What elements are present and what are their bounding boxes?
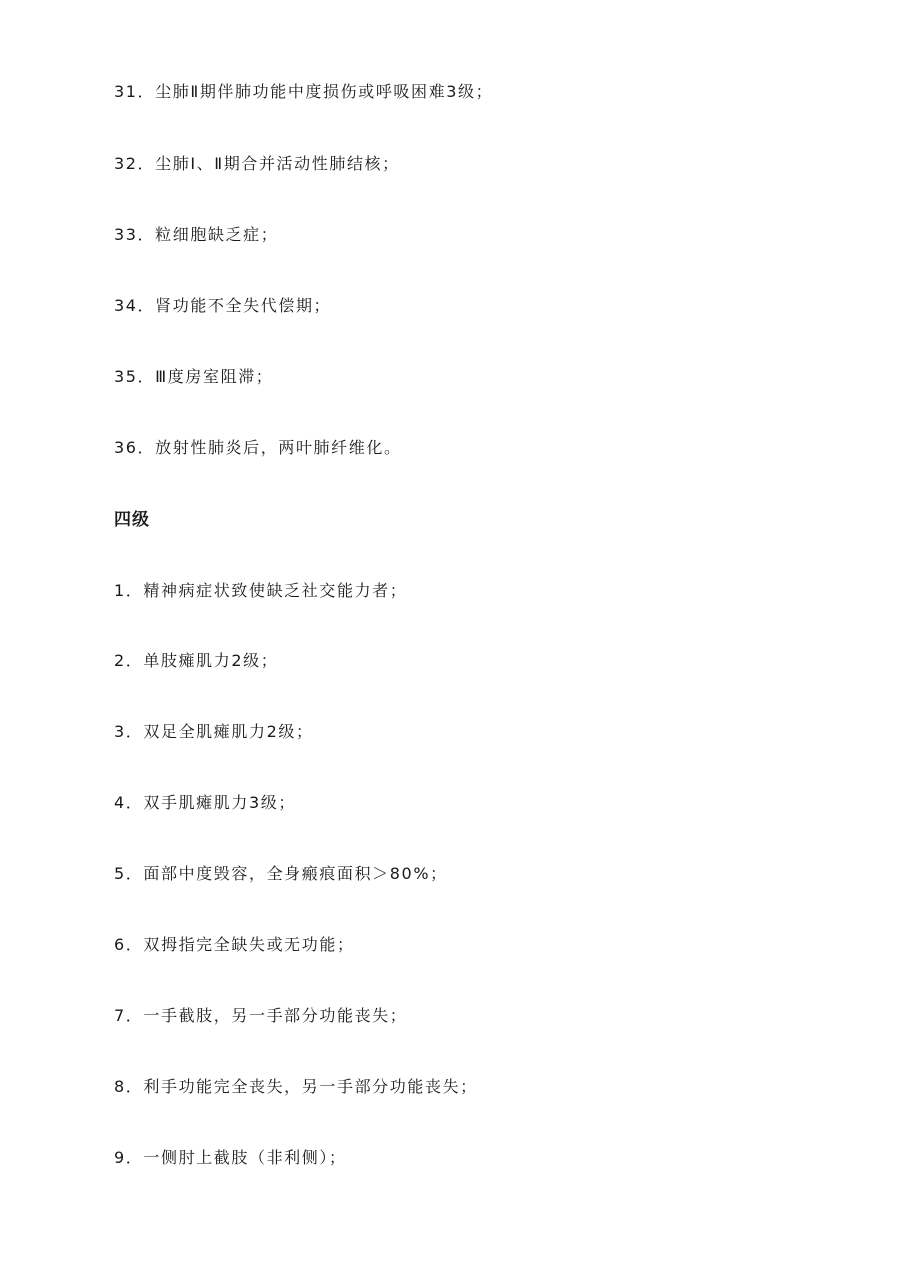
list-item-6: 6．双拇指完全缺失或无功能； [114, 935, 355, 954]
list-item-2: 2．单肢瘫肌力2级； [114, 651, 279, 670]
list-item-1: 1．精神病症状致使缺乏社交能力者； [114, 581, 408, 600]
list-item-5: 5．面部中度毁容，全身瘢痕面积＞80%； [114, 864, 448, 883]
list-item-33: 33．粒细胞缺乏症； [114, 225, 279, 244]
list-item-34: 34．肾功能不全失代偿期； [114, 296, 332, 315]
list-item-3: 3．双足全肌瘫肌力2级； [114, 722, 314, 741]
section-heading-level-four: 四级 [114, 510, 150, 530]
list-item-9: 9．一侧肘上截肢（非利侧）； [114, 1148, 347, 1167]
list-item-36: 36．放射性肺炎后，两叶肺纤维化。 [114, 438, 402, 457]
list-item-35: 35．Ⅲ度房室阻滞； [114, 367, 274, 386]
list-item-8: 8．利手功能完全丧失，另一手部分功能丧失； [114, 1077, 478, 1096]
list-item-7: 7．一手截肢，另一手部分功能丧失； [114, 1006, 408, 1025]
list-item-4: 4．双手肌瘫肌力3级； [114, 793, 296, 812]
list-item-31: 31．尘肺Ⅱ期伴肺功能中度损伤或呼吸困难3级； [114, 82, 494, 101]
list-item-32: 32．尘肺Ⅰ、Ⅱ期合并活动性肺结核； [114, 154, 400, 173]
